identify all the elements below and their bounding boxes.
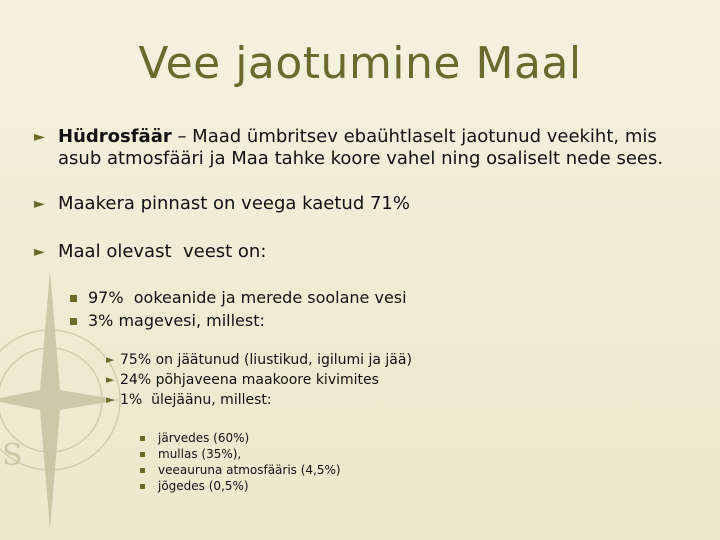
arrow-bullet-icon: ►	[106, 353, 115, 366]
square-bullet-icon	[70, 295, 77, 302]
svg-text:S: S	[2, 438, 23, 473]
page-title: Vee jaotumine Maal	[138, 38, 582, 89]
square-bullet-icon	[140, 436, 145, 441]
definition-text: – Maad ümbritsev ebaühtlaselt jaotunud veekiht, mis asub atmosfääri ja Maa tahke koore vahel ning osaliselt nede sees.	[58, 126, 664, 169]
square-bullet-icon	[140, 468, 145, 473]
sub-bullet-text: 3% magevesi, millest:	[88, 311, 265, 330]
subsub-bullet-text: 75% on jäätunud (liustikud, igilumi ja jää)	[120, 352, 412, 368]
term-label: Hüdrosfäär	[58, 126, 172, 147]
subsub-bullet-text: 1% ülejäänu, millest:	[120, 392, 272, 408]
arrow-bullet-icon: ►	[34, 129, 45, 145]
square-bullet-icon	[70, 318, 77, 325]
detail-text: järvedes (60%)	[158, 431, 250, 445]
arrow-bullet-icon: ►	[106, 393, 115, 406]
arrow-bullet-icon: ►	[34, 196, 45, 212]
square-bullet-icon	[140, 484, 145, 489]
bullet-text: Maal olevast veest on:	[58, 241, 267, 262]
arrow-bullet-icon: ►	[106, 373, 115, 386]
subsub-bullet-text: 24% põhjaveena maakoore kivimites	[120, 372, 379, 388]
detail-text: jõgedes (0,5%)	[158, 479, 249, 493]
sub-bullet-text: 97% ookeanide ja merede soolane vesi	[88, 288, 407, 307]
bullet-text: Maakera pinnast on veega kaetud 71%	[58, 193, 410, 214]
detail-text: mullas (35%),	[158, 447, 242, 461]
detail-text: veeauruna atmosfääris (4,5%)	[158, 463, 341, 477]
square-bullet-icon	[140, 452, 145, 457]
arrow-bullet-icon: ►	[34, 244, 45, 260]
